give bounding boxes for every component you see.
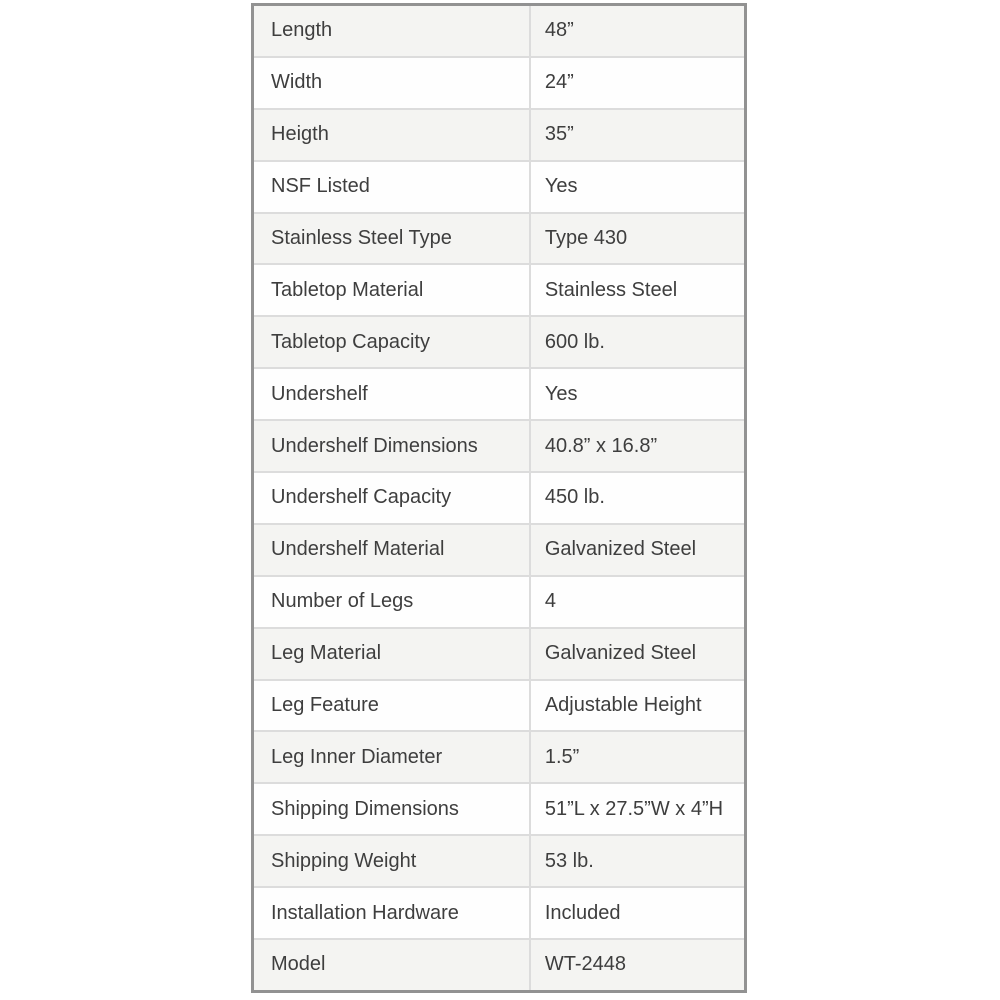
spec-table xyxy=(251,3,747,993)
spec-value: Adjustable Height xyxy=(544,694,702,717)
spec-label: Undershelf Capacity xyxy=(254,473,531,523)
table-row xyxy=(254,940,744,990)
table-row xyxy=(254,732,744,784)
spec-value: Yes xyxy=(544,175,578,198)
table-row xyxy=(254,265,744,317)
spec-label: Model xyxy=(254,940,531,990)
spec-value: Galvanized Steel xyxy=(544,538,697,561)
table-row xyxy=(254,473,744,525)
table-row xyxy=(254,836,744,888)
spec-label: Width xyxy=(254,58,531,108)
spec-value: 4 xyxy=(544,590,556,613)
spec-label: NSF Listed xyxy=(254,162,531,212)
table-row xyxy=(254,421,744,473)
spec-value: 53 lb. xyxy=(544,849,594,872)
spec-value: Stainless Steel xyxy=(544,278,678,301)
table-row xyxy=(254,110,744,162)
table-row xyxy=(254,577,744,629)
spec-value: WT-2448 xyxy=(544,953,626,976)
spec-value: Included xyxy=(544,901,621,924)
spec-value: 600 lb. xyxy=(544,330,605,353)
spec-label: Length xyxy=(254,6,531,56)
table-row xyxy=(254,162,744,214)
spec-label: Undershelf xyxy=(254,369,531,419)
table-row xyxy=(254,6,744,58)
spec-value: 51”L x 27.5”W x 4”H xyxy=(544,797,724,820)
table-row xyxy=(254,784,744,836)
spec-label: Heigth xyxy=(254,110,531,160)
table-row xyxy=(254,369,744,421)
table-row xyxy=(254,214,744,266)
spec-label: Tabletop Capacity xyxy=(254,317,531,367)
spec-label: Leg Material xyxy=(254,629,531,679)
table-row xyxy=(254,525,744,577)
spec-label: Leg Feature xyxy=(254,681,531,731)
table-row xyxy=(254,681,744,733)
spec-value: 24” xyxy=(544,71,574,94)
spec-label: Leg Inner Diameter xyxy=(254,732,531,782)
spec-value: 35” xyxy=(544,123,574,146)
spec-label: Shipping Weight xyxy=(254,836,531,886)
spec-value: Type 430 xyxy=(544,227,628,249)
spec-label: Undershelf Material xyxy=(254,525,531,575)
spec-label: Tabletop Material xyxy=(254,265,531,315)
spec-value: Yes xyxy=(544,382,578,405)
table-row xyxy=(254,317,744,369)
table-row xyxy=(254,58,744,110)
spec-label: Shipping Dimensions xyxy=(254,784,531,834)
spec-value: Galvanized Steel xyxy=(544,642,697,665)
spec-label: Installation Hardware xyxy=(254,888,531,938)
table-row xyxy=(254,629,744,681)
spec-value: 450 lb. xyxy=(544,486,605,509)
spec-label: Stainless Steel Type xyxy=(254,214,531,264)
spec-value: 1.5” xyxy=(544,745,580,768)
table-row xyxy=(254,888,744,940)
spec-label: Undershelf Dimensions xyxy=(254,421,531,471)
spec-value: 48” xyxy=(544,19,574,42)
spec-label: Number of Legs xyxy=(254,577,531,627)
spec-value: 40.8” x 16.8” xyxy=(544,434,658,457)
